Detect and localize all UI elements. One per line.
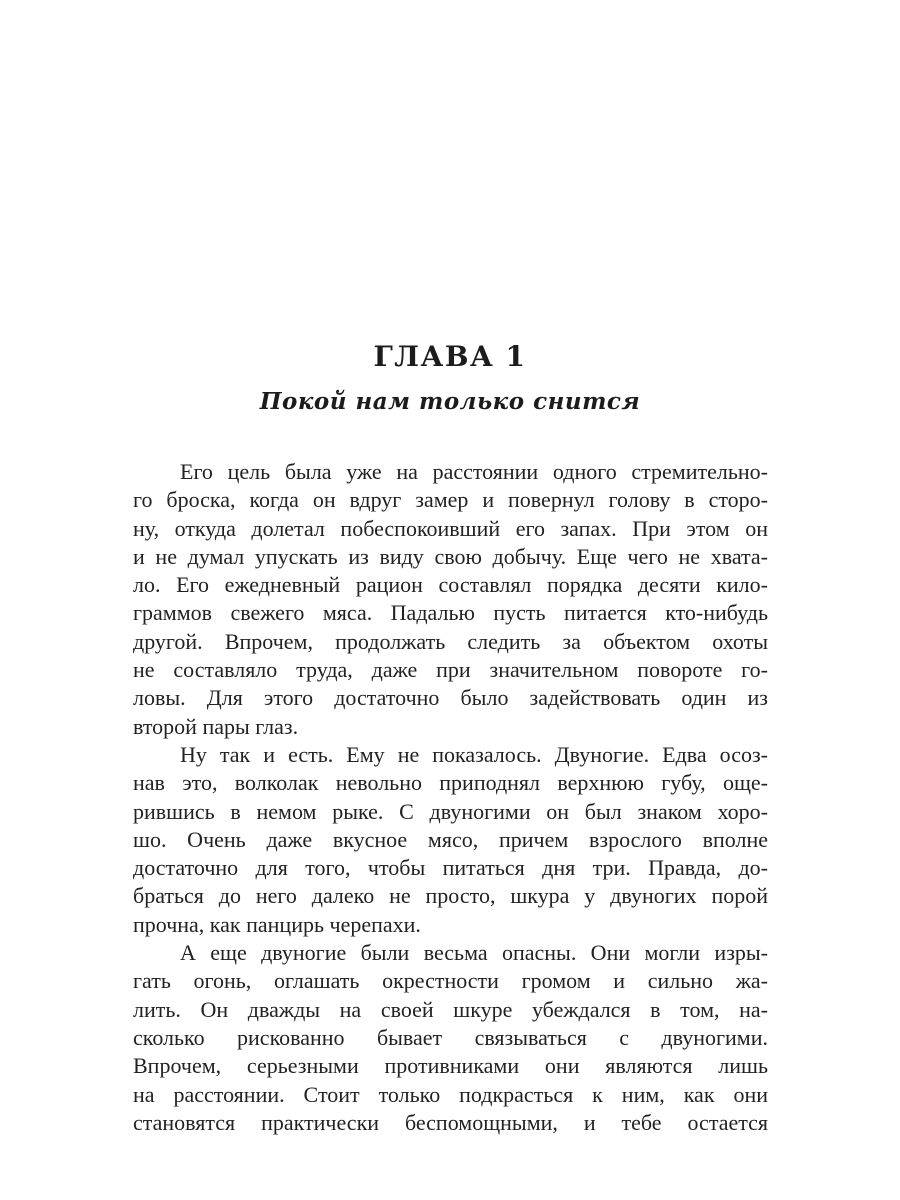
text-line-p3-l6: на расстоянии. Стоит только подкрасться к ним, как они: [133, 1081, 768, 1107]
text-line-p2-l2: нав это, волколак невольно приподнял верхнюю губу, още-: [133, 770, 768, 796]
text-line-p2-l6: браться до него далеко не просто, шкура у двуногих порой: [133, 883, 768, 909]
text-line-p3-l3: лить. Он дважды на своей шкуре убеждался в том, на-: [133, 996, 768, 1022]
text-line-p2-l4: шо. Очень даже вкусное мясо, причем взрослого вполне: [133, 826, 768, 852]
chapter-body: [133, 458, 768, 1137]
text-line-p1-l9: ловы. Для этого достаточно было задействовать один из: [133, 685, 768, 711]
chapter-subtitle: Покой нам только снится: [259, 388, 641, 415]
text-line-p2-l3: рившись в немом рыке. С двуногими он был знаком хоро-: [133, 798, 768, 824]
text-line-p3-l1: А еще двуногие были весьма опасны. Они могли изры-: [180, 940, 768, 966]
text-line-p3-l5: Впрочем, серьезными противниками они являются лишь: [133, 1053, 768, 1079]
text-line-p1-l6: граммов свежего мяса. Падалью пусть питается кто-нибудь: [133, 600, 768, 626]
text-line-p1-l10: второй пары глаз.: [133, 713, 299, 739]
text-line-p1-l4: и не думал упускать из виду свою добычу. Еще чего не хвата-: [133, 543, 768, 569]
text-line-p2-l7: прочна, как панцирь черепахи.: [133, 911, 421, 937]
text-line-p1-l3: ну, откуда долетал побеспокоивший его запах. При этом он: [133, 515, 768, 541]
text-line-p2-l1: Ну так и есть. Ему не показалось. Двуногие. Едва осоз-: [180, 741, 768, 767]
text-line-p3-l4: сколько рискованно бывает связываться с двуногими.: [133, 1024, 768, 1050]
text-line-p3-l2: гать огонь, оглашать окрестности громом и сильно жа-: [133, 968, 768, 994]
text-line-p1-l2: го броска, когда он вдруг замер и повернул голову в сторо-: [133, 487, 768, 513]
text-line-p3-l7: становятся практически беспомощными, и тебе остается: [133, 1109, 768, 1135]
text-line-p1-l8: не составляло труда, даже при значительном повороте го-: [133, 657, 768, 683]
text-line-p1-l1: Его цель была уже на расстоянии одного стремительно-: [180, 459, 768, 484]
text-line-p1-l5: ло. Его ежедневный рацион составлял порядка десяти кило-: [133, 572, 768, 598]
chapter-title: ГЛАВА 1: [373, 340, 527, 373]
text-line-p1-l7: другой. Впрочем, продолжать следить за объектом охоты: [133, 628, 768, 654]
text-line-p2-l5: достаточно для того, чтобы питаться дня три. Правда, до-: [133, 855, 768, 881]
